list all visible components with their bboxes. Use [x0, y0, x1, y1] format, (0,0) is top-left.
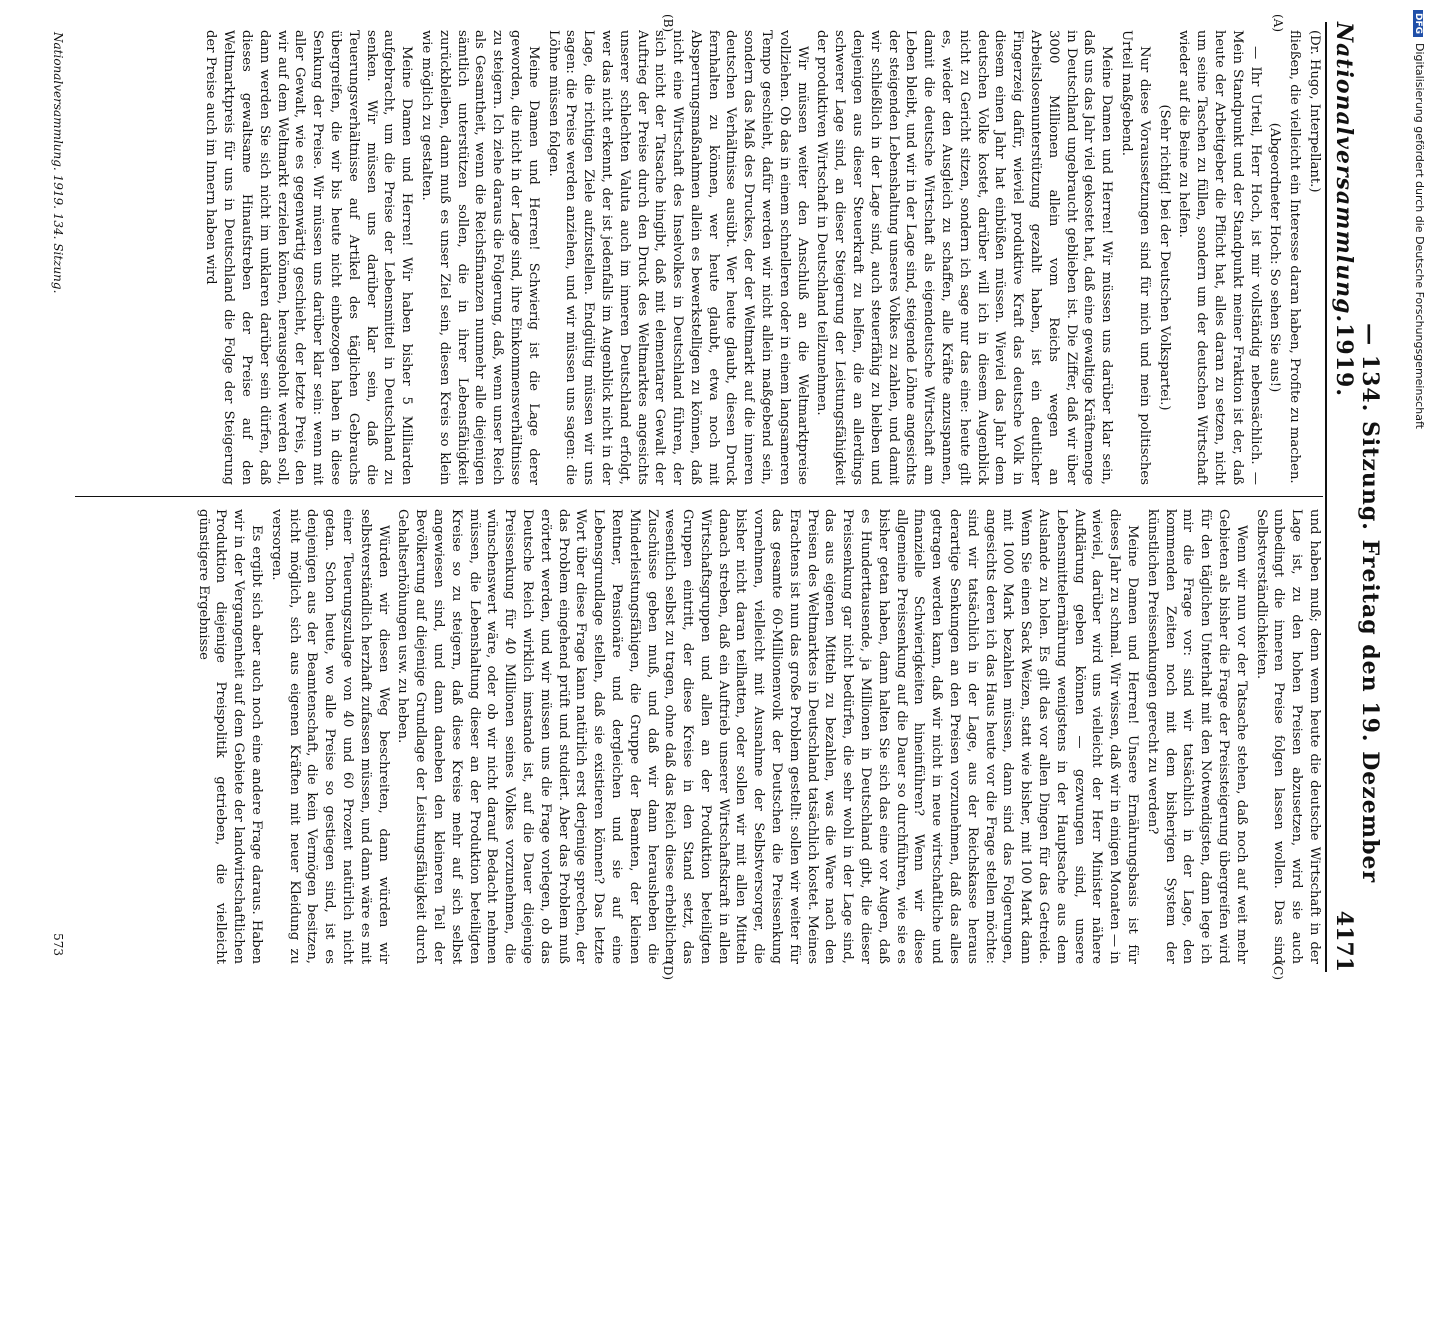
margin-mark-a: (A) [1271, 14, 1285, 33]
paragraph: — Ihr Urteil, Herr Hoch, ist mir vollständig nebensächlich. — Mein Standpunkt und der Standpunkt meiner Fraktion ist der, daß heute der Arbeitgeber die Pflicht hat, alles daran zu setzen, nicht um seine Taschen zu füllen, sondern um der deutschen Wirtschaft wieder auf die Beine zu helfen. [1176, 30, 1263, 485]
margin-mark-b: (B) [661, 14, 675, 33]
interjection: (Sehr richtig! bei der Deutschen Volkspartei.) [1156, 104, 1172, 411]
right-column [75, 509, 1323, 964]
paragraph: Nur diese Voraussetzungen sind für mich und mein politisches Urteil maßgebend. [1119, 30, 1152, 485]
interjection: (Abgeordneter Hoch: So sehen Sie aus!) [1267, 122, 1283, 393]
margin-mark-d: (D) [661, 961, 675, 980]
column-rule [75, 496, 1323, 497]
header-left: Nationalversammlung. [1331, 22, 1357, 324]
paragraph: Es ergibt sich aber auch noch eine andere Frage daraus. Haben wir in der Vergangenheit auf dem Gebiete der landwirtschaftlichen Produktion diejenige Preispolitik getrieben, die vielleicht günstigere Ergebnisse [195, 509, 264, 964]
digitization-note [1404, 0, 1432, 1000]
header-center: — 134. Sitzung. Freitag den 19. Dezember 1919. [1331, 323, 1383, 884]
paragraph: Meine Damen und Herren! Wir haben bisher 5 Milliarden aufgebracht, um die Preise der Lebensmittel in Deutschland zu senken. Wir müssen uns darüber klar sein, daß die Teuerungsverhältnisse auf Artikel des täglichen Gebrauchs übergreifen, die wir bis heute nicht einbezogen haben in diese Senkung der Preise. Wir müssen uns darüber klar sein: wenn mit aller Gewalt, wie es gegenwärtig geschieht, der letzte Preis, den wir auf dem Weltmarkt erzielen können, herausgeholt werden soll, dann werden Sie sich nicht im unklaren darüber sein dürfen, daß dieses gewaltsame Hinaufstreben der Preise auf den Weltmarktpreis für uns in Deutschland die Folge der Steigerung der Preise auch im Innern haben wird [203, 30, 415, 485]
digitization-text: Digitalisierung gefördert durch die Deutsche Forschungsgemeinschaft [1413, 43, 1426, 429]
paragraph: Wir müssen weiter den Anschluß an die Weltmarktpreise vollziehen. Ob das in einem schnelleren oder in einem langsameren Tempo geschieht, dafür werden wir nicht allein maßgebend sein, sondern das Maß des Druckes, der der Weltmarkt auf die inneren deutschen Verhältnisse ausübt. Wer heute glaubt, diesen Druck fernhalten zu können, wer heute glaubt, etwa noch mit Absperrungsmaßnahmen allein es bewerkstelligen zu können, daß nicht eine Wirtschaft des Inselvolkes in Deutschland führen, der sich nicht der Tatsache hingibt, daß mit elementarer Gewalt der Auftrieg der Preise durch den Druck des Weltmarktes angesichts unserer schlechten Valuta auch im inneren Deutschland erfolgt, wer das nicht erkennt, der ist jedenfalls im Augenblick nicht in der Lage, die richtigen Ziele aufzustellen. Endgültig müssen wir uns sagen: die Preise werden anziehen, und wir müssen uns sagen: die Löhne müssen folgen. [545, 30, 810, 485]
paragraph: Wenn wir nun vor der Tatsache stehen, daß noch auf weit mehr Gebieten als bisher die Frage der Preissteigerung übergreifen wird für den täglichen Unterhalt mit den Notwendigsten, dann lege ich mir die Frage vor: sind wir tatsächlich in der Lage, den kommenden Zeiten noch mit dem bisherigen System der künstlichen Preissenkungen gerecht zu werden? [1144, 509, 1249, 964]
page-content [45, 12, 1383, 982]
folio-number: 573 [51, 933, 65, 956]
speaker-note: (Dr. Hugo, Interpellant.) [1307, 30, 1322, 193]
page-sheet [45, 12, 1383, 982]
paragraph: Meine Damen und Herren! Wir müssen uns darüber klar sein, daß uns das Jahr viel gekostet hat, daß eine gewaltige Kräftemenge in Deutschland ungebraucht geblieben ist. Die Ziffer, daß wir über 3000 Millionen allein vom Reichs wegen an Arbeitslosenunterstützung gezahlt haben, ist ein deutlicher Fingerzeig dafür, wieviel produktive Kraft das deutsche Volk in diesem einen Jahr hat einbüßen müssen. Wieviel das Jahr dem deutschen Volke kostet, darüber will ich in diesem Augenblick nicht zu Gericht sitzen, sondern ich sage nur das eine: heute gilt es, wieder den Ausgleich zu schaffen, alle Kräfte anzuspannen, damit die deutsche Wirtschaft als eigendeutsche Wirtschaft am Leben bleibt, und wir in der Lage sind, steigende Löhne angesichts der steigenden Lebenshaltung unseres Volkes zu zahlen, und damit wir schließlich in der Lage sind, auch steuerfähig zu bleiben und denjenigen aus dieser Steuerkraft zu helfen, die an allerdings schwerer Lage sind, an dieser Steigerung der Leistungsfähigkeit der produktiven Wirtschaft in Deutschland teilzunehmen. [814, 30, 1115, 485]
margin-mark-c: (C) [1271, 961, 1285, 980]
digitization-text-wrapper [1398, 10, 1426, 1010]
paragraph: fließen, die vielleicht ein Interesse daran haben, Profite zu machen. [1287, 30, 1303, 484]
paragraph: Meine Damen und Herren! Unsere Ernährungsbasis ist für dieses Jahr zu schmal. Wir wissen, daß wir in einigen Monaten — in wieviel, darüber wird uns vielleicht der Herr Minister nähere Aufklärung geben können — gezwungen sind, unsere Lebensmittelernährung wenigstens in der Hauptsache aus dem Auslande zu holen. Es gilt das vor allen Dingen für das Getreide. Wenn Sie einen Sack Weizen, statt wie bisher, mit 100 Mark dann mit 1000 Mark bezahlen müssen, dann sind das Folgerungen, angesichts deren ich das Haus heute vor die Frage stellen möchte: sind wir tatsächlich in der Lage, aus der Reichskasse heraus derartige Senkungen an den Preisen vorzunehmen, daß das alles getragen werden kann, daß wir nicht in neue wirtschaftliche und finanzielle Schwierigkeiten hineinführen? Wenn wir diese allgemeine Preissenkung auf die Dauer so durchführen, wie sie es bisher getan haben, dann halten Sie sich das eine vor Augen, daß es Hunderttausende, ja Millionen in Deutschland gibt, die dieser Preissenkung gar nicht bedürfen, die sehr wohl in der Lage sind, das aus eigenen Mitteln zu bezahlen, was die Ware nach den Preisen des Weltmarktes in Deutschland tatsächlich kostet. Meines Erachtens ist nun das große Problem gestellt: sollen wir weiter für das gesamte 60-Millionenvolk der Deutschen die Preissenkung vornehmen, vielleicht mit Ausnahme der Selbstversorger, die bisher nicht daran teilhatten, oder sollen wir mit allen Mitteln danach streben, daß ein Auftrieb unserer Wirtschaftskraft in allen Wirtschaftsgruppen und allen an der Produktion beteiligten Gruppen eintritt, der diese Kreise in den Stand setzt, das wesentlich selbst zu tragen, ohne daß das Reich diese erheblichen Zuschüsse geben muß, und daß wir dann herausheben die Minderleistungsfähigen, die Gruppe der Beamten, der kleinen Rentner, Pensionäre und dergleichen und sie auf eine Lebensgrundlage stellen, daß sie existieren können? Das letzte Wort über diese Frage kann natürlich erst derjenige sprechen, der das Problem eingehend prüft und studiert. Aber das Problem muß erörtert werden, und wir müssen uns die Frage vorlegen, ob das Deutsche Reich wirklich imstande ist, auf die Dauer diejenige Preissenkung für 40 Millionen seines Volkes vorzunehmen, die wünschenswert wäre, oder ob wir nicht darauf Bedacht nehmen müssen, die Lebenshaltung dieser an der Produktion beteiligten Kreise so zu steigern, daß diese Kreise mehr auf sich selbst angewiesen sind, und dann daneben den kleineren Teil der Bevölkerung auf diejenige Grundlage der Leistungsfähigkeit durch Gehaltserhöhungen usw. zu heben. [395, 509, 1141, 964]
dfg-logo: DFG [1413, 10, 1423, 37]
paragraph: Meine Damen und Herren! Schwierig ist die Lage derer geworden, die nicht in der Lage sind, ihre Einkommensverhältnisse zu steigern. Ich ziehe daraus die Folgerung, daß, wenn unser Reich als Gesamtheit, wenn die Reichsfinanzen nunmehr alle diejenigen sämtlich unterstützen sollen, die in ihrer Lebensfähigkeit zurückbleiben, dann muß es unser Ziel sein, diesen Kreis so klein wie möglich zu gestalten. [418, 30, 541, 485]
running-header [1325, 22, 1383, 972]
rotated-page [51, 12, 1383, 1342]
footer-note: Nationalversammlung. 1919. 134. Sitzung. [51, 32, 65, 294]
paragraph: Würden wir diesen Weg beschreiten, dann würden wir selbstverständlich herzhaft zufassen müssen, und dann wäre es mit einer Teuerungszulage von 40 und 60 Prozent natürlich nicht getan. Schon heute, wo alle Preise so gestiegen sind, ist es denjenigen aus der Beamtenschaft, die kein Vermögen besitzen, nicht möglich, sich aus eigenen Kräften mit neuer Kleidung zu versorgen. [268, 509, 391, 964]
page-number: 4171 [1331, 910, 1357, 972]
left-column [75, 30, 1323, 485]
paragraph: und haben muß; denn wenn heute die deutsche Wirtschaft in der Lage ist, zu den hohen Preisen abzusetzen, wird sie auch unbedingt die inneren Preise folgen lassen wollen. Das sind Selbstverständlichkeiten. [1253, 509, 1322, 964]
